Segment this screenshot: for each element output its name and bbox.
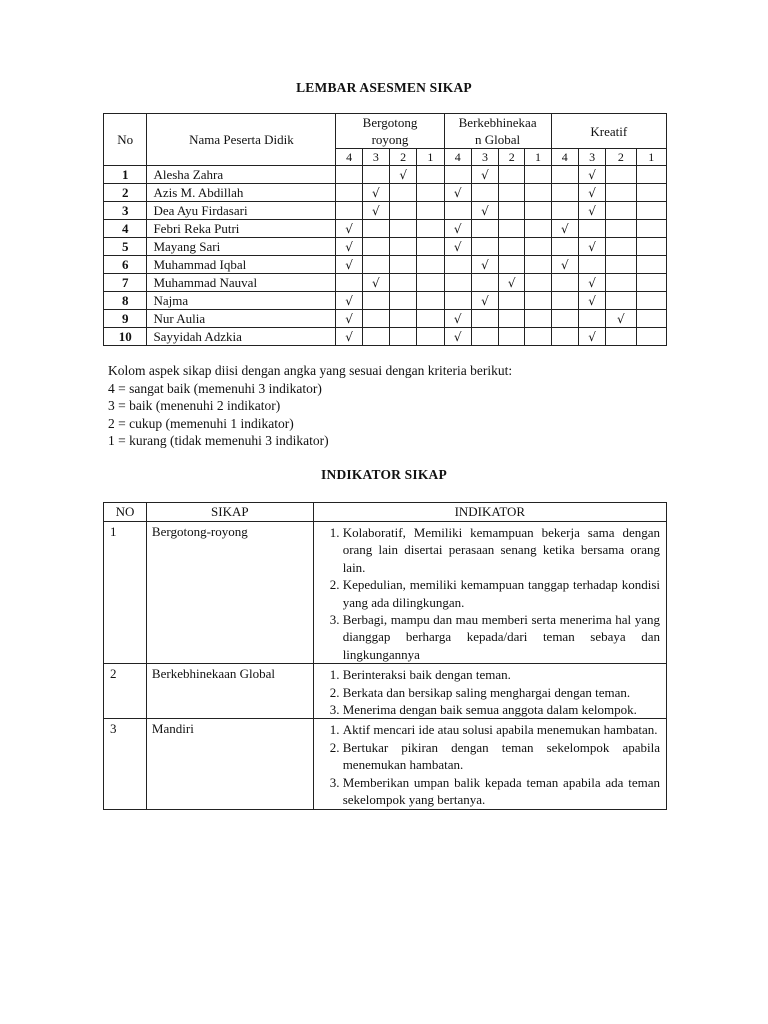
row-number: 3 [104,202,147,220]
indicator-item: 2. Bertukar pikiran dengan teman sekelompok apabila menemukan hambatan. [343,739,660,774]
table-row [104,274,667,292]
score-cell [525,328,551,346]
indicator-sikap: Berkebhinekaan Global [146,664,313,719]
score-cell [444,202,471,220]
score-cell [471,238,498,256]
score-cell [390,328,417,346]
score-header: 3 [471,149,498,166]
score-cell [444,274,471,292]
score-cell [417,238,444,256]
header-aspect-line: Bergotong [362,115,418,130]
indicator-title: INDIKATOR SIKAP [321,467,447,482]
score-cell [606,202,636,220]
check-mark: √ [578,238,605,256]
score-cell [362,220,389,238]
indicator-item: 2. Kepedulian, memiliki kemampuan tanggap terhadap kondisi yang ada dilingkungan. [343,576,660,611]
criteria-legend [108,362,512,450]
score-cell [362,310,389,328]
indicator-list-cell [313,664,666,719]
row-number: 5 [104,238,147,256]
score-cell [417,220,444,238]
indicator-item: 1. Berinteraksi baik dengan teman. [343,666,660,683]
check-mark: √ [362,274,389,292]
score-cell [606,220,636,238]
header-aspect-bergotong [336,114,444,149]
indicator-row [104,664,667,719]
score-cell [390,256,417,274]
indicator-item: 3. Menerima dengan baik semua anggota dalam kelompok. [343,701,660,718]
indicator-header-no: NO [104,503,147,522]
table-row [104,256,667,274]
score-cell [390,292,417,310]
check-mark: √ [578,166,605,184]
score-cell [525,166,551,184]
score-cell [636,220,666,238]
score-header: 4 [444,149,471,166]
score-header: 2 [390,149,417,166]
score-cell [606,292,636,310]
score-cell [525,184,551,202]
score-cell [362,256,389,274]
criteria-item: 1 = kurang (tidak memenuhi 3 indikator) [108,433,329,448]
score-header: 1 [636,149,666,166]
check-mark: √ [390,166,417,184]
check-mark: √ [499,274,525,292]
indicator-item: 2. Berkata dan bersikap saling menghargai dengan teman. [343,684,660,701]
check-mark: √ [578,202,605,220]
score-cell [471,184,498,202]
score-cell [525,274,551,292]
score-cell [499,238,525,256]
row-number: 7 [104,274,147,292]
student-name: Dea Ayu Firdasari [147,202,336,220]
score-cell [636,310,666,328]
criteria-item: 2 = cukup (memenuhi 1 indikator) [108,415,294,431]
score-cell [499,256,525,274]
score-header: 2 [606,149,636,166]
student-name: Mayang Sari [147,238,336,256]
score-cell [499,184,525,202]
score-cell [499,292,525,310]
student-name: Alesha Zahra [147,166,336,184]
score-cell [636,328,666,346]
score-cell [471,220,498,238]
indicator-header-sikap: SIKAP [146,503,313,522]
score-cell [417,166,444,184]
score-cell [471,274,498,292]
check-mark: √ [336,310,362,328]
score-cell [525,238,551,256]
score-cell [578,310,605,328]
score-cell [499,310,525,328]
score-cell [362,292,389,310]
score-cell [417,328,444,346]
header-name: Nama Peserta Didik [147,114,336,166]
indicator-item: 1. Kolaboratif, Memiliki kemampuan bekerja sama dengan orang lain disertai perasaan senang ketika bersama orang lain. [343,524,660,576]
indicator-number: 3 [104,719,147,809]
indicator-row [104,719,667,809]
student-name: Muhammad Nauval [147,274,336,292]
score-cell [606,184,636,202]
indicator-number: 2 [104,664,147,719]
student-name: Najma [147,292,336,310]
check-mark: √ [362,202,389,220]
score-header: 3 [362,149,389,166]
score-cell [636,256,666,274]
check-mark: √ [578,184,605,202]
table-row [104,184,667,202]
check-mark: √ [336,238,362,256]
indicator-list-cell [313,719,666,809]
row-number: 6 [104,256,147,274]
score-cell [362,238,389,256]
table-row [104,202,667,220]
score-cell [471,310,498,328]
indicator-row [104,522,667,664]
score-cell [525,220,551,238]
header-no: No [104,114,147,166]
score-cell [499,328,525,346]
header-aspect-kebhinekaan [444,114,551,149]
check-mark: √ [336,256,362,274]
score-cell [444,256,471,274]
table-row [104,328,667,346]
header-aspect-line: royong [371,132,409,147]
check-mark: √ [336,328,362,346]
indicator-list-cell [313,522,666,664]
score-cell [390,184,417,202]
student-name: Febri Reka Putri [147,220,336,238]
check-mark: √ [471,166,498,184]
score-header: 1 [417,149,444,166]
student-name: Azis M. Abdillah [147,184,336,202]
score-cell [417,256,444,274]
score-cell [606,238,636,256]
score-cell [551,310,578,328]
check-mark: √ [551,256,578,274]
check-mark: √ [336,292,362,310]
table-row [104,166,667,184]
score-cell [417,202,444,220]
check-mark: √ [336,220,362,238]
indicator-sikap: Mandiri [146,719,313,809]
indicator-sikap: Bergotong-royong [146,522,313,664]
check-mark: √ [471,256,498,274]
table-row [104,310,667,328]
score-cell [444,166,471,184]
score-cell [499,202,525,220]
score-cell [551,184,578,202]
score-cell [390,220,417,238]
score-cell [336,184,362,202]
score-header: 3 [578,149,605,166]
score-cell [636,202,666,220]
score-cell [336,166,362,184]
score-cell [390,202,417,220]
header-aspect-kreatif: Kreatif [551,114,666,149]
indicator-list [314,522,666,663]
score-cell [551,292,578,310]
indicator-item: 3. Berbagi, mampu dan mau memberi serta menerima hal yang dianggap berharga kepada/dari teman sebaya dan lingkungannya [343,611,660,663]
check-mark: √ [551,220,578,238]
check-mark: √ [362,184,389,202]
table-row [104,292,667,310]
check-mark: √ [444,328,471,346]
score-cell [336,274,362,292]
table-row [104,220,667,238]
check-mark: √ [606,310,636,328]
indicator-number: 1 [104,522,147,664]
row-number: 10 [104,328,147,346]
score-cell [525,202,551,220]
score-cell [417,184,444,202]
score-cell [636,184,666,202]
score-cell [417,292,444,310]
score-cell [417,310,444,328]
score-cell [606,256,636,274]
criteria-item: 4 = sangat baik (memenuhi 3 indikator) [108,380,322,396]
score-header: 4 [551,149,578,166]
student-name: Muhammad Iqbal [147,256,336,274]
score-cell [525,292,551,310]
score-header: 4 [336,149,362,166]
score-cell [471,328,498,346]
row-number: 8 [104,292,147,310]
score-cell [606,328,636,346]
check-mark: √ [578,292,605,310]
indicator-table [103,502,667,810]
score-cell [390,274,417,292]
indicator-item: 3. Memberikan umpan balik kepada teman apabila ada teman sekelompok yang bertanya. [343,774,660,809]
indicator-item: 1. Aktif mencari ide atau solusi apabila menemukan hambatan. [343,721,660,738]
check-mark: √ [444,220,471,238]
score-cell [499,220,525,238]
row-number: 1 [104,166,147,184]
row-number: 9 [104,310,147,328]
check-mark: √ [471,292,498,310]
score-cell [551,238,578,256]
assessment-table [103,113,667,346]
indicator-list [314,719,666,808]
score-cell [578,256,605,274]
score-cell [551,328,578,346]
indicator-header-indikator: INDIKATOR [313,503,666,522]
score-cell [606,166,636,184]
score-header: 1 [525,149,551,166]
score-cell [417,274,444,292]
student-name: Nur Aulia [147,310,336,328]
score-cell [551,202,578,220]
score-cell [525,310,551,328]
score-cell [636,292,666,310]
header-aspect-line: Berkebhinekaa [458,115,537,130]
check-mark: √ [578,328,605,346]
row-number: 2 [104,184,147,202]
score-cell [362,166,389,184]
criteria-item: 3 = baik (menenuhi 2 indikator) [108,398,281,413]
check-mark: √ [444,310,471,328]
score-cell [606,274,636,292]
check-mark: √ [444,184,471,202]
check-mark: √ [578,274,605,292]
score-cell [525,256,551,274]
score-cell [578,220,605,238]
score-cell [551,274,578,292]
score-header: 2 [499,149,525,166]
table-row [104,238,667,256]
indicator-list [314,664,666,718]
student-name: Sayyidah Adzkia [147,328,336,346]
score-cell [636,274,666,292]
score-cell [551,166,578,184]
score-cell [362,328,389,346]
page-title: LEMBAR ASESMEN SIKAP [296,80,472,95]
score-cell [390,238,417,256]
check-mark: √ [444,238,471,256]
score-cell [336,202,362,220]
score-cell [444,292,471,310]
criteria-intro: Kolom aspek sikap diisi dengan angka yang sesuai dengan kriteria berikut: [108,363,513,378]
score-cell [499,166,525,184]
header-aspect-line: n Global [475,132,521,147]
score-cell [636,238,666,256]
row-number: 4 [104,220,147,238]
check-mark: √ [471,202,498,220]
score-cell [390,310,417,328]
score-cell [636,166,666,184]
